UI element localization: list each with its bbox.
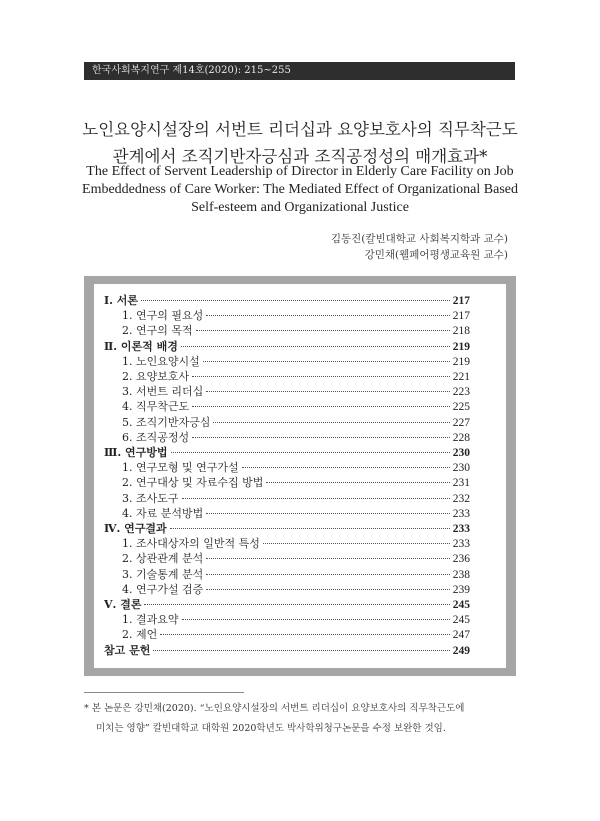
journal-header: 한국사회복지연구 제14호(2020): 215~255 [84,62,515,80]
toc-leader-dots [206,574,450,575]
toc-subsection-entry [122,459,470,475]
toc-subsection-entry [122,474,470,490]
toc-entry-page: 238 [452,568,470,581]
toc-entry-page: 231 [452,477,470,490]
toc-section-entry [104,292,470,308]
toc-subsection-entry [122,353,470,369]
toc-entry-label: 1. 연구모형 및 연구가설 [122,461,239,475]
toc-leader-dots [206,558,450,559]
toc-entry-label: 4. 직무착근도 [122,400,190,414]
toc-entry-page: 249 [452,644,470,657]
toc-entry-label: 4. 연구가설 검증 [122,582,204,596]
toc-entry-page: 217 [452,295,470,307]
toc-entry-page: 219 [452,355,470,368]
footnote-line-2: 미치는 영향” 칼빈대학교 대학원 2020학년도 박사학위청구논문을 수정 보완한 것임. [96,723,446,734]
toc-subsection-entry [122,383,470,399]
toc-entry-label: 2. 연구대상 및 자료수집 방법 [122,476,264,490]
author-2: 강민채(웰페어평생교육원 교수) [364,249,508,261]
toc-entry-page: 245 [452,599,470,611]
toc-entry-label: Ⅳ. 연구결과 [104,522,167,535]
footnote-divider [84,692,244,693]
toc-entry-label: 2. 상관관계 분석 [122,552,204,566]
toc-entry-page: 239 [452,583,470,596]
toc-entry-page: 233 [452,538,470,551]
toc-section-entry [104,520,470,536]
toc-entry-page: 225 [452,401,470,414]
toc-entry-label: 1. 결과요약 [122,613,179,627]
toc-subsection-entry [122,429,470,445]
title-english-line-2: Embeddedness of Care Worker: The Mediated Effect of Organizational Based [82,182,518,197]
toc-leader-dots [196,330,450,331]
toc-entry-page: 223 [452,386,470,399]
toc-leader-dots [266,482,449,483]
toc-entry-page: 233 [452,507,470,520]
toc-leader-dots [206,315,450,316]
toc-subsection-entry [122,398,470,414]
toc-subsection-entry [122,505,470,521]
toc-subsection-entry [122,566,470,582]
title-english-line-3: Self-esteem and Organizational Justice [191,200,409,215]
toc-entry-label: Ⅲ. 연구방법 [104,446,168,459]
toc-subsection-entry [122,414,470,430]
toc-entry-label: Ⅴ. 결론 [104,598,142,611]
toc-entry-label: 참고 문헌 [104,643,151,657]
toc-entry-page: 221 [452,371,470,383]
toc-entry-page: 245 [452,614,470,627]
toc-entry-label: 5. 조직기반자긍심 [122,415,211,429]
toc-entry-page: 218 [452,325,470,338]
toc-leader-dots [182,619,450,620]
title-korean-line-2: 관계에서 조직기반자긍심과 조직공정성의 매개효과* [112,147,488,166]
toc-section-entry [104,642,470,658]
toc-leader-dots [192,437,450,438]
toc-entry-label: 2. 제언 [122,628,158,642]
toc-entry-label: 3. 기술통계 분석 [122,567,204,581]
toc-leader-dots [153,650,449,651]
toc-leader-dots [171,452,450,453]
toc-subsection-entry [122,322,470,338]
toc-entry-page: 236 [452,553,470,566]
toc-entry-page: 230 [452,447,470,459]
toc-entry-label: 3. 서번트 리더십 [122,385,204,399]
toc-leader-dots [160,634,450,635]
toc-entry-page: 230 [452,462,470,475]
author-1: 김동진(칼빈대학교 사회복지학과 교수) [330,233,508,245]
toc-subsection-entry [122,626,470,642]
toc-leader-dots [206,589,450,590]
toc-entry-page: 227 [452,416,470,429]
toc-entry-page: 232 [452,492,470,505]
toc-subsection-entry [122,581,470,597]
footnote-line-1: * 본 논문은 강민채(2020). “노인요양시설장의 서번트 리더십이 요양보호사의 직무착근도에 [84,703,465,714]
toc-leader-dots [141,300,450,301]
toc-leader-dots [144,604,449,605]
toc-leader-dots [203,361,450,362]
toc-entry-page: 219 [452,340,470,353]
toc-entry-label: 2. 연구의 목적 [122,324,193,338]
toc-panel [94,284,506,668]
toc-entry-label: 2. 요양보호사 [122,370,190,383]
toc-section-entry [104,596,470,612]
title-korean-line-1: 노인요양시설장의 서번트 리더십과 요양보호사의 직무착근도 [82,120,518,139]
title-english-line-1: The Effect of Servent Leadership of Director in Elderly Care Facility on Job [86,164,514,179]
toc-entry-page: 217 [452,310,470,323]
toc-subsection-entry [122,550,470,566]
table-of-contents [84,276,516,676]
toc-entry-label: 4. 자료 분석방법 [122,506,204,520]
toc-section-entry [104,444,470,460]
toc-leader-dots [181,346,450,347]
toc-entry-label: 1. 연구의 필요성 [122,309,204,323]
toc-leader-dots [263,543,450,544]
toc-subsection-entry [122,611,470,627]
toc-leader-dots [206,391,450,392]
toc-leader-dots [170,528,450,529]
toc-leader-dots [192,376,450,377]
toc-entry-page: 233 [452,523,470,535]
toc-entry-label: Ⅱ. 이론적 배경 [104,339,178,353]
toc-entry-label: 1. 조사대상자의 일반적 특성 [122,537,260,551]
toc-entry-label: 6. 조직공정성 [122,430,190,444]
toc-entry-page: 247 [452,629,470,642]
toc-section-entry [104,338,470,354]
toc-subsection-entry [122,535,470,551]
toc-leader-dots [192,406,450,407]
toc-subsection-entry [122,490,470,506]
toc-subsection-entry [122,307,470,323]
toc-leader-dots [213,422,449,423]
toc-leader-dots [182,498,450,499]
toc-entry-page: 228 [452,431,470,444]
toc-subsection-entry [122,368,470,384]
toc-entry-label: 3. 조사도구 [122,491,179,505]
toc-entry-label: Ⅰ. 서론 [104,294,139,307]
toc-leader-dots [242,467,450,468]
toc-leader-dots [206,513,450,514]
toc-entry-label: 1. 노인요양시설 [122,354,200,368]
